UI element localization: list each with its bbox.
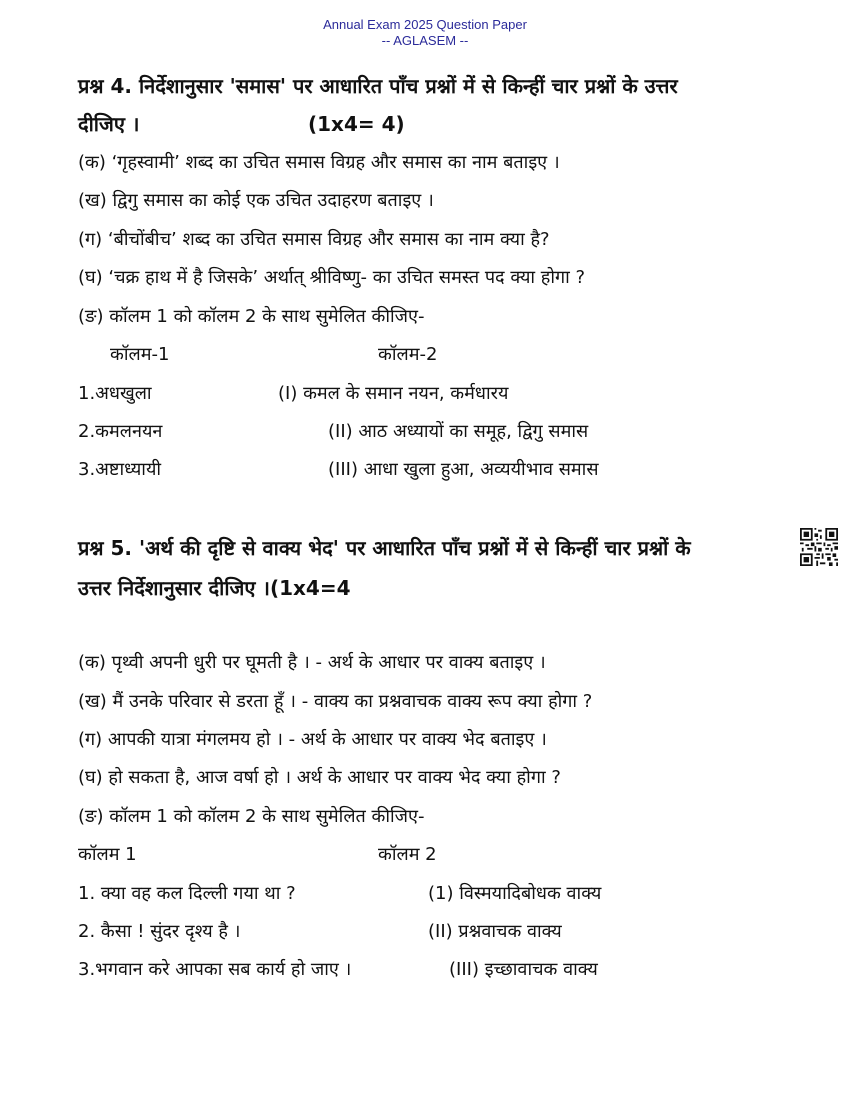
q4-match-right-2: (II) आठ अध्यायों का समूह, द्विगु समास <box>328 421 589 442</box>
q4-heading-line2 <box>78 106 793 142</box>
q5-item-kha: (ख) मैं उनके परिवार से डरता हूँ । - वाक्य का प्रश्नवाचक वाक्य रूप क्या होगा ? <box>78 691 593 712</box>
q5-heading-line2: उत्तर निर्देशानुसार दीजिए ।(1x4=4 <box>78 576 351 600</box>
q4-match-left-1: 1.अधखुला <box>78 383 152 404</box>
q4-item-ka: (क) ‘गृहस्वामी’ शब्द का उचित समास विग्रह और समास का नाम बताइए । <box>78 152 560 173</box>
q4-heading-text: दीजिए । <box>78 112 140 136</box>
q4-match-left-3: 3.अष्टाध्यायी <box>78 459 162 480</box>
q4-item-nga: (ङ) कॉलम 1 को कॉलम 2 के साथ सुमेलित कीजिए- <box>78 306 425 327</box>
q4-col2-header: कॉलम-2 <box>378 344 438 365</box>
paper-title: Annual Exam 2025 Question Paper <box>323 17 527 32</box>
q5-heading-line1: प्रश्न 5. 'अर्थ की दृष्टि से वाक्य भेद' पर आधारित पाँच प्रश्नों में से किन्हीं चार प्रश्नों के <box>78 536 691 560</box>
q4-heading-line1: प्रश्न 4. निर्देशानुसार 'समास' पर आधारित पाँच प्रश्नों में से किन्हीं चार प्रश्नों के उत्तर <box>78 74 678 98</box>
q5-item-ga: (ग) आपकी यात्रा मंगलमय हो । - अर्थ के आधार पर वाक्य भेद बताइए । <box>78 729 547 750</box>
q5-match-right-1: (1) विस्मयादिबोधक वाक्य <box>428 883 602 904</box>
q4-item-kha: (ख) द्विगु समास का कोई एक उचित उदाहरण बताइए । <box>78 190 434 211</box>
q5-item-gha: (घ) हो सकता है, आज वर्षा हो । अर्थ के आधार पर वाक्य भेद क्या होगा ? <box>78 767 561 788</box>
q5-col1-header: कॉलम 1 <box>78 844 137 865</box>
q5-item-nga: (ङ) कॉलम 1 को कॉलम 2 के साथ सुमेलित कीजिए- <box>78 806 425 827</box>
q4-match-left-2: 2.कमलनयन <box>78 421 163 442</box>
q5-match-left-2: 2. कैसा ! सुंदर दृश्य है । <box>78 921 241 942</box>
q4-match-right-1: (I) कमल के समान नयन, कर्मधारय <box>278 383 509 404</box>
q5-match-right-3: (III) इच्छावाचक वाक्य <box>449 959 598 980</box>
q5-item-ka: (क) पृथ्वी अपनी धुरी पर घूमती है । - अर्थ के आधार पर वाक्य बताइए । <box>78 652 546 673</box>
q4-match-right-3: (III) आधा खुला हुआ, अव्ययीभाव समास <box>328 459 599 480</box>
q4-marks: (1x4= 4) <box>308 112 405 136</box>
q4-item-ga: (ग) ‘बीचोंबीच’ शब्द का उचित समास विग्रह और समास का नाम क्या है? <box>78 229 550 250</box>
paper-source: -- AGLASEM -- <box>381 33 469 48</box>
q5-match-right-2: (II) प्रश्नवाचक वाक्य <box>428 921 562 942</box>
q5-match-left-1: 1. क्या वह कल दिल्ली गया था ? <box>78 883 296 904</box>
qr-code-icon <box>800 528 838 566</box>
q4-col1-header: कॉलम-1 <box>110 344 170 365</box>
q4-item-gha: (घ) ‘चक्र हाथ में है जिसके’ अर्थात् श्रीविष्णु- का उचित समस्त पद क्या होगा ? <box>78 267 586 288</box>
q5-match-left-3: 3.भगवान करे आपका सब कार्य हो जाए । <box>78 959 352 980</box>
q5-col2-header: कॉलम 2 <box>378 844 437 865</box>
